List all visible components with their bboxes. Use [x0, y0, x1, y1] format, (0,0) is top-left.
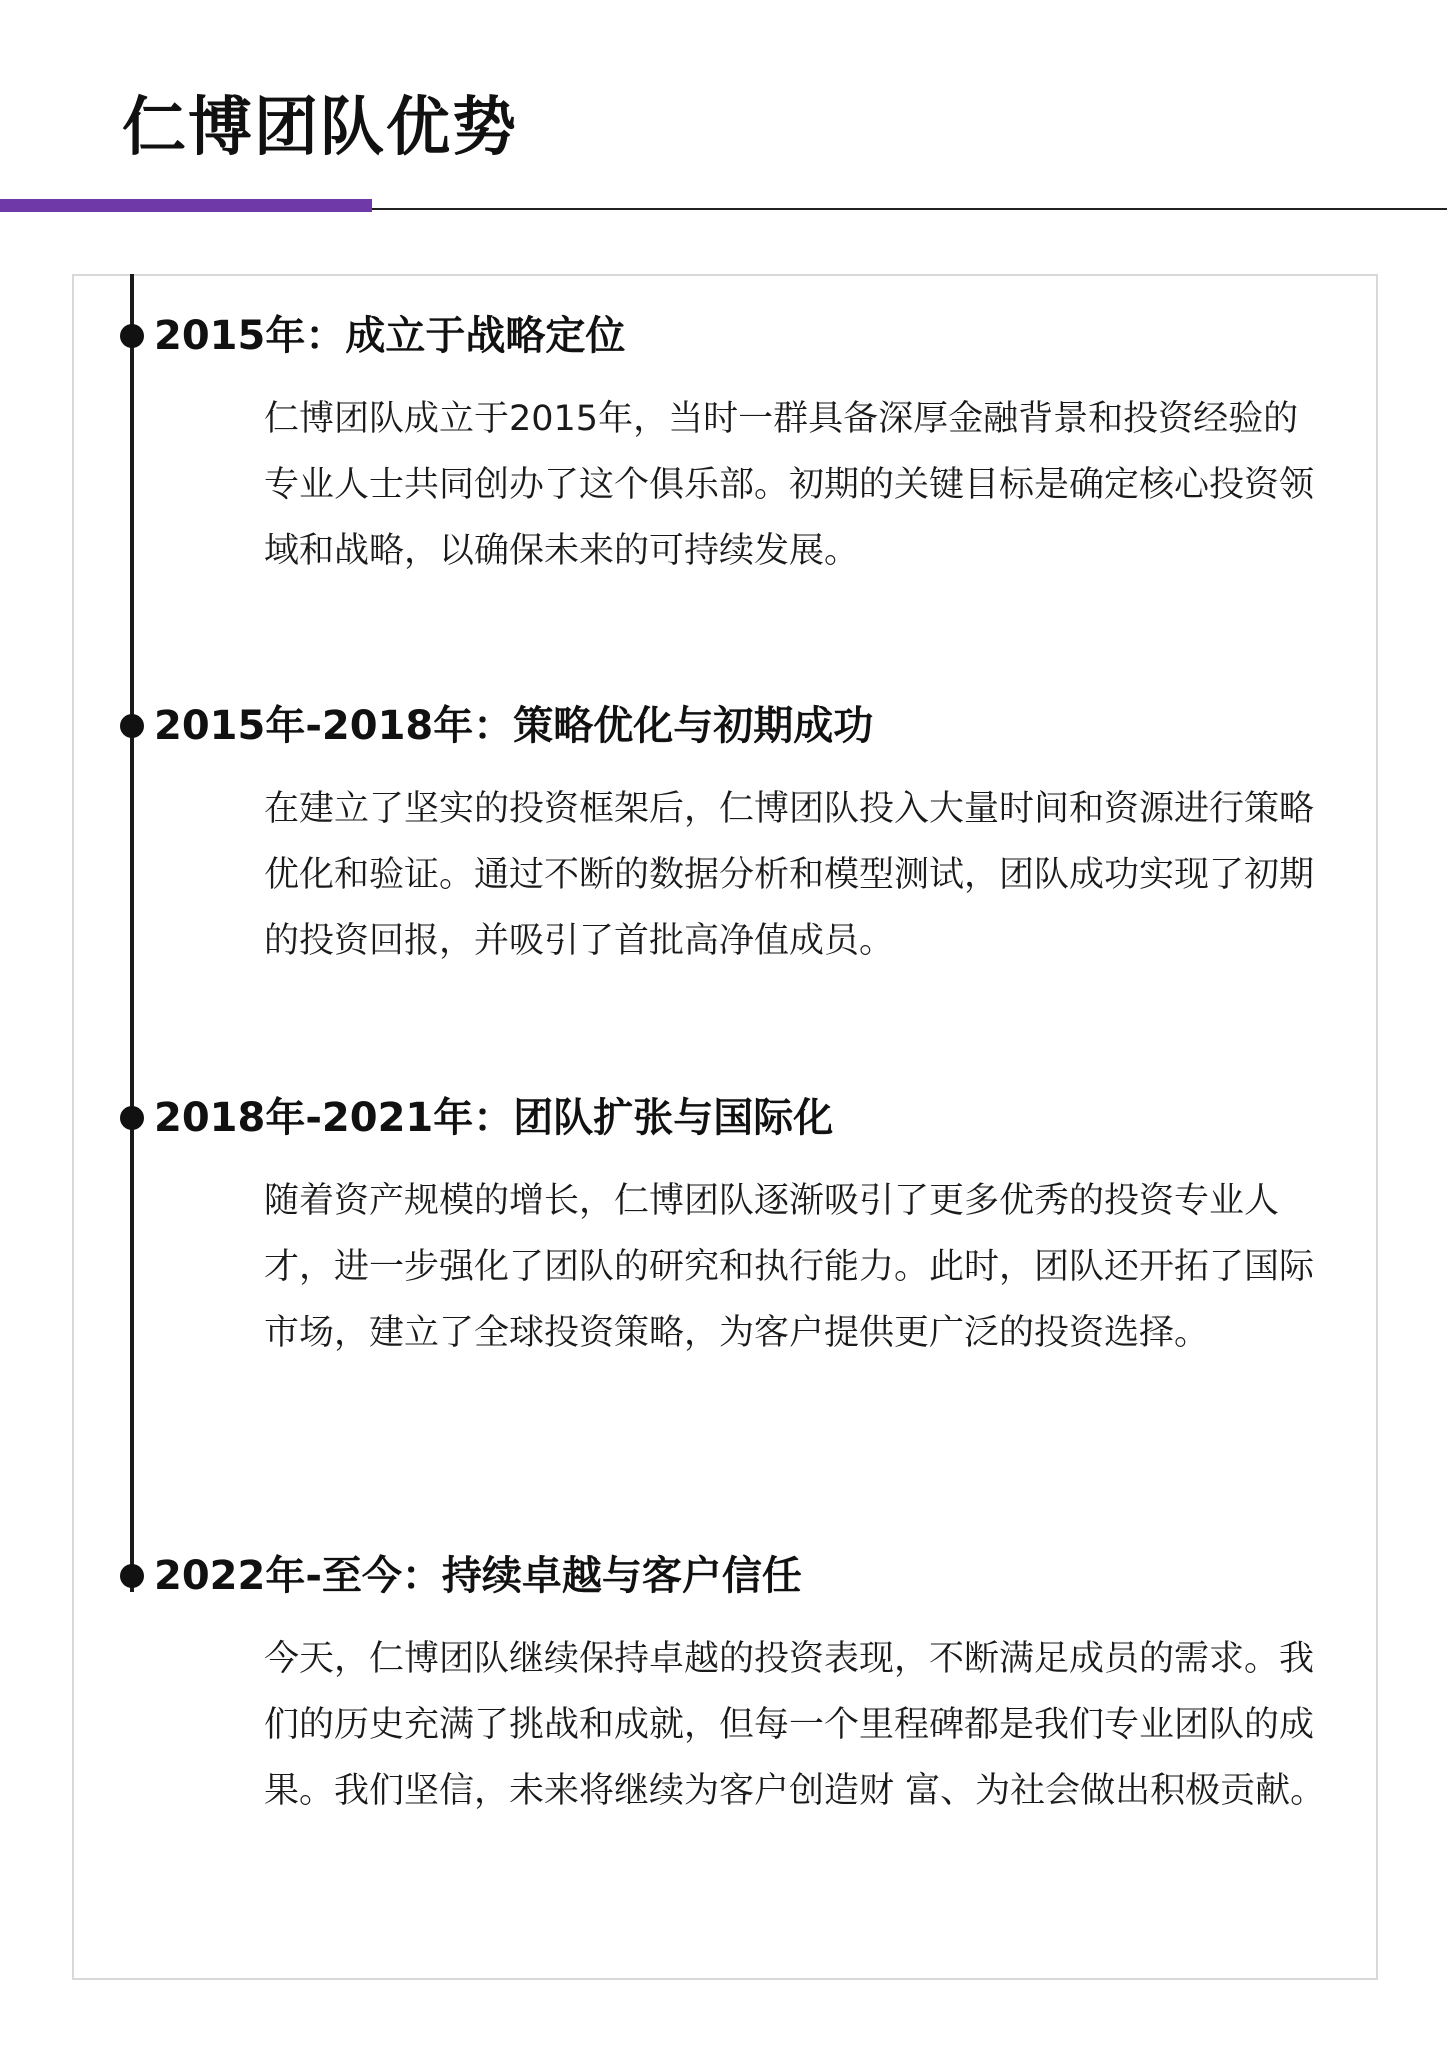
timeline-entry-body: 随着资产规模的增长，仁博团队逐渐吸引了更多优秀的投资专业人才，进一步强化了团队的研究和执行能力。此时，团队还开拓了国际市场，建立了全球投资策略，为客户提供更广泛的投资选择。 [264, 1181, 1315, 1353]
timeline-dot-icon [120, 324, 144, 348]
timeline-entry-body: 在建立了坚实的投资框架后，仁博团队投入大量时间和资源进行策略优化和验证。通过不断的数据分析和模型测试，团队成功实现了初期的投资回报，并吸引了首批高净值成员。 [264, 789, 1315, 961]
timeline-dot-icon [120, 1106, 144, 1130]
page-title: 仁博团队优势 [122, 91, 518, 165]
timeline-dot-icon [120, 1564, 144, 1588]
timeline-entry-title: 2015年-2018年：策略优化与初期成功 [154, 703, 874, 749]
timeline-entry-title: 2015年：成立于战略定位 [154, 313, 626, 359]
timeline-entry-title: 2022年-至今：持续卓越与客户信任 [154, 1553, 802, 1599]
timeline-line [130, 274, 134, 1592]
timeline-entry-body: 仁博团队成立于2015年，当时一群具备深厚金融背景和投资经验的专业人士共同创办了这个俱乐部。初期的关键目标是确定核心投资领域和战略，以确保未来的可持续发展。 [264, 399, 1315, 571]
timeline-entry-title: 2018年-2021年：团队扩张与国际化 [154, 1095, 834, 1141]
timeline-entry-body: 今天，仁博团队继续保持卓越的投资表现，不断满足成员的需求。我们的历史充满了挑战和成就，但每一个里程碑都是我们专业团队的成果。我们坚信，未来将继续为客户创造财 富、为社会做出积极贡献。 [264, 1639, 1326, 1811]
header-accent-bar [0, 199, 372, 212]
timeline-dot-icon [120, 714, 144, 738]
